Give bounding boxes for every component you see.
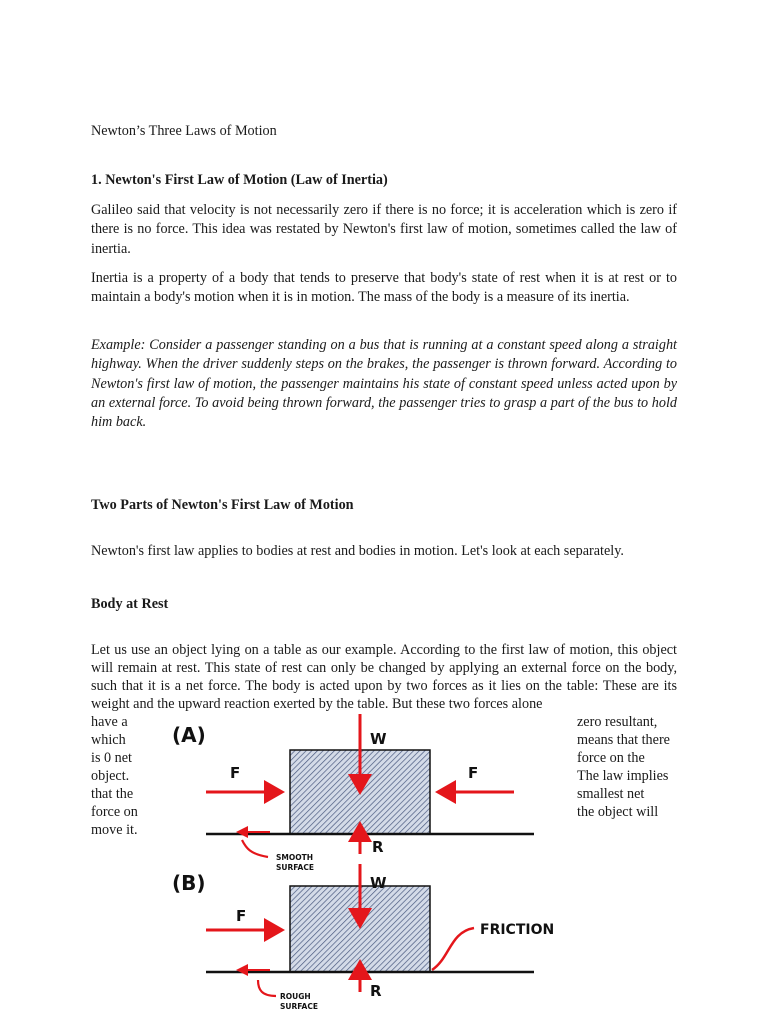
- right-fragment: smallest net: [577, 786, 645, 802]
- body-at-rest-para: Let us use an object lying on a table as our example. According to the first law of motion, this object will remain at rest. This state of rest can only be changed by applying an external force on the body, such that it is a net force. The body is acted upon by two forces as it lies on the table: These are its weight and the upward reaction exerted by the table. But these two forces alone: [91, 642, 677, 712]
- force-label-a-right: F: [468, 764, 479, 782]
- body-at-rest-heading: Body at Rest: [91, 596, 169, 612]
- section1-heading: 1. Newton's First Law of Motion (Law of Inertia): [91, 172, 388, 188]
- rough-pointer: [258, 980, 276, 996]
- panel-b-label: (B): [172, 871, 206, 895]
- weight-label-a: W: [370, 730, 387, 748]
- panel-a-label: (A): [172, 723, 206, 747]
- left-fragment: move it.: [91, 822, 138, 838]
- forces-diagram: [150, 714, 570, 1020]
- friction-label: FRICTION: [480, 922, 555, 938]
- example-label: Example:: [91, 337, 146, 353]
- section1-example: [91, 336, 677, 432]
- right-fragment: zero resultant,: [577, 714, 658, 730]
- rough-label-2: SURFACE: [280, 1002, 318, 1011]
- smooth-label-1: SMOOTH: [276, 853, 314, 862]
- force-label-b: F: [236, 907, 247, 925]
- document-title: Newton’s Three Laws of Motion: [91, 123, 277, 139]
- left-fragment: which: [91, 732, 126, 748]
- rough-label-1: ROUGH: [280, 992, 311, 1001]
- right-fragment: means that there: [577, 732, 670, 748]
- weight-label-b: W: [370, 874, 387, 892]
- force-label-a-left: F: [230, 764, 241, 782]
- smooth-label-2: SURFACE: [276, 863, 314, 872]
- left-fragment: that the: [91, 786, 134, 802]
- reaction-label-b: R: [370, 982, 382, 1000]
- left-fragment: force on: [91, 804, 138, 820]
- section1-para1: Galileo said that velocity is not necessarily zero if there is no force; it is acceleration which is zero if there is no force. This idea was restated by Newton's first law of motion, sometimes called the law of inertia.: [91, 202, 677, 257]
- left-fragment: is 0 net: [91, 750, 132, 766]
- left-fragment: object.: [91, 768, 130, 784]
- section2-heading: Two Parts of Newton's First Law of Motion: [91, 497, 354, 513]
- reaction-label-a: R: [372, 838, 384, 856]
- section2-intro: Newton's first law applies to bodies at rest and bodies in motion. Let's look at each separately.: [91, 543, 624, 559]
- right-fragment: force on the: [577, 750, 645, 766]
- friction-pointer: [432, 928, 474, 970]
- right-fragment: the object will: [577, 804, 659, 820]
- right-fragment: The law implies: [577, 768, 669, 784]
- left-fragments: [91, 713, 138, 839]
- right-fragments: [577, 713, 670, 821]
- section1-para2: Inertia is a property of a body that tends to preserve that body's state of rest when it is at rest or to maintain a body's motion when it is in motion. The mass of the body is a measure of its inertia.: [91, 270, 677, 306]
- left-fragment: have a: [91, 714, 128, 730]
- example-text: Consider a passenger standing on a bus that is running at a constant speed along a straight highway. When the driver suddenly steps on the brakes, the passenger is thrown forward. According to Newton's first law of motion, the passenger maintains his state of constant speed unless acted upon by an external force. To avoid being thrown forward, the passenger tries to grasp a part of the bus to hold him back.: [91, 337, 677, 431]
- smooth-pointer: [242, 840, 268, 857]
